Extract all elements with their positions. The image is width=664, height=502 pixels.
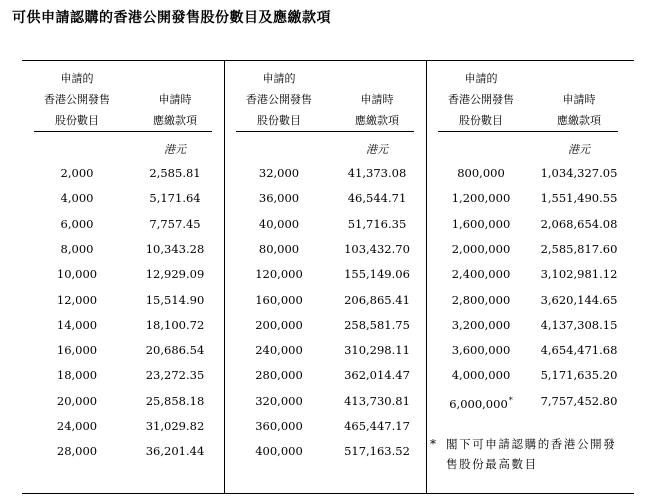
- amount-cell: 10,343.28: [145, 241, 205, 256]
- shares-cell: 200,000: [255, 317, 303, 332]
- shares-cell: 2,000: [60, 166, 94, 180]
- header-line: 申請的: [262, 72, 296, 85]
- shares-cell: 400,000: [255, 444, 303, 459]
- header-line: 申請時: [158, 93, 192, 106]
- header-line: 應繳款項: [153, 114, 197, 127]
- header-line: 股份數目: [55, 114, 99, 127]
- amount-cell: 46,544.71: [347, 191, 407, 206]
- application-amount-table: [22, 60, 634, 494]
- amount-cell: 12,929.09: [145, 267, 205, 282]
- amount-cell: 2,585.81: [149, 166, 201, 180]
- header-rule: [438, 131, 618, 132]
- shares-cell: 28,000: [56, 444, 98, 459]
- shares-cell: 10,000: [56, 267, 98, 282]
- shares-cell: 20,000: [56, 393, 98, 408]
- shares-cell: 1,600,000: [451, 216, 511, 231]
- amount-cell: 51,716.35: [347, 216, 407, 231]
- shares-cell: 240,000: [255, 343, 303, 358]
- amount-cell: 310,298.11: [344, 343, 410, 358]
- amount-cell: 4,654,471.68: [540, 343, 618, 358]
- shares-cell: 18,000: [56, 368, 98, 383]
- shares-column-header: [224, 65, 334, 131]
- amount-cell: 1,034,327.05: [540, 166, 618, 180]
- shares-cell: 16,000: [56, 343, 98, 358]
- header-line: 應繳款項: [355, 114, 399, 127]
- shares-column-header: [22, 65, 132, 131]
- amount-cell: 5,171,635.20: [540, 368, 618, 383]
- shares-cell: 8,000: [60, 241, 94, 256]
- amount-cell: 1,551,490.55: [540, 191, 618, 206]
- shares-cell: 24,000: [56, 419, 98, 433]
- amount-cell: 362,014.47: [344, 368, 410, 383]
- header-line: 股份數目: [459, 114, 503, 127]
- shares-cell: 12,000: [56, 292, 98, 307]
- amount-cell: 23,272.35: [145, 368, 205, 383]
- amount-cell: 41,373.08: [347, 166, 407, 180]
- amount-column-header: [524, 65, 634, 131]
- shares-cell: 6,000,000*: [449, 395, 513, 411]
- header-line: 應繳款項: [557, 114, 601, 127]
- amount-cell: 2,068,654.08: [540, 216, 618, 231]
- currency-unit: 港元: [164, 143, 186, 156]
- amount-cell: 3,102,981.12: [540, 267, 618, 282]
- header-line: 申請的: [464, 72, 498, 85]
- amount-cell: 465,447.17: [344, 419, 410, 433]
- shares-column-header: [426, 65, 536, 131]
- amount-cell: 4,137,308.15: [540, 317, 618, 332]
- header-line: 申請時: [360, 93, 394, 106]
- amount-column-header: [120, 65, 230, 131]
- header-rule: [34, 131, 212, 132]
- shares-cell: 14,000: [56, 317, 98, 332]
- amount-cell: 7,757.45: [149, 216, 201, 231]
- footnote-text: 閣下可申請認購的香港公開發售股份最高數目: [446, 437, 617, 471]
- amount-cell: 103,432.70: [344, 241, 410, 256]
- shares-cell: 40,000: [258, 216, 300, 231]
- amount-cell: 258,581.75: [344, 317, 410, 332]
- shares-cell: 360,000: [255, 419, 303, 433]
- shares-cell: 1,200,000: [451, 191, 511, 206]
- shares-cell: 2,400,000: [451, 267, 511, 282]
- shares-cell: 6,000: [60, 216, 94, 231]
- shares-cell: 3,200,000: [451, 317, 511, 332]
- amount-cell: 155,149.06: [344, 267, 410, 282]
- amount-cell: 3,620,144.65: [540, 292, 618, 307]
- header-line: 香港公開發售: [246, 93, 312, 106]
- shares-cell: 4,000: [60, 191, 94, 206]
- header-line: 申請的: [60, 72, 94, 85]
- amount-cell: 18,100.72: [145, 317, 205, 332]
- shares-cell: 800,000: [457, 166, 505, 180]
- shares-cell: 2,000,000: [451, 241, 511, 256]
- shares-cell: 4,000,000: [451, 368, 511, 383]
- amount-cell: 31,029.82: [145, 419, 205, 433]
- header-line: 股份數目: [257, 114, 301, 127]
- currency-unit: 港元: [366, 143, 388, 156]
- amount-cell: 5,171.64: [149, 191, 201, 206]
- amount-cell: 2,585,817.60: [540, 241, 618, 256]
- amount-cell: 7,757,452.80: [540, 393, 618, 408]
- shares-cell: 280,000: [255, 368, 303, 383]
- header-line: 香港公開發售: [44, 93, 110, 106]
- amount-cell: 413,730.81: [344, 393, 410, 408]
- amount-column-header: [322, 65, 432, 131]
- currency-unit: 港元: [568, 143, 590, 156]
- max-shares-marker: *: [508, 395, 513, 405]
- shares-cell: 160,000: [255, 292, 303, 307]
- shares-cell: 120,000: [255, 267, 303, 282]
- shares-cell: 320,000: [255, 393, 303, 408]
- amount-cell: 25,858.18: [145, 393, 205, 408]
- amount-cell: 36,201.44: [145, 444, 205, 459]
- footnote-marker: *: [430, 437, 436, 451]
- page-title: 可供申請認購的香港公開發售股份數目及應繳款項: [12, 10, 331, 26]
- shares-cell: 3,600,000: [451, 343, 511, 358]
- amount-cell: 517,163.52: [344, 444, 410, 459]
- header-rule: [236, 131, 414, 132]
- header-line: 香港公開發售: [448, 93, 514, 106]
- shares-cell: 80,000: [258, 241, 300, 256]
- shares-cell: 32,000: [258, 166, 300, 180]
- amount-cell: 206,865.41: [344, 292, 410, 307]
- amount-cell: 15,514.90: [145, 292, 205, 307]
- amount-cell: 20,686.54: [145, 343, 205, 358]
- header-line: 申請時: [562, 93, 596, 106]
- shares-cell: 36,000: [258, 191, 300, 206]
- shares-cell: 2,800,000: [451, 292, 511, 307]
